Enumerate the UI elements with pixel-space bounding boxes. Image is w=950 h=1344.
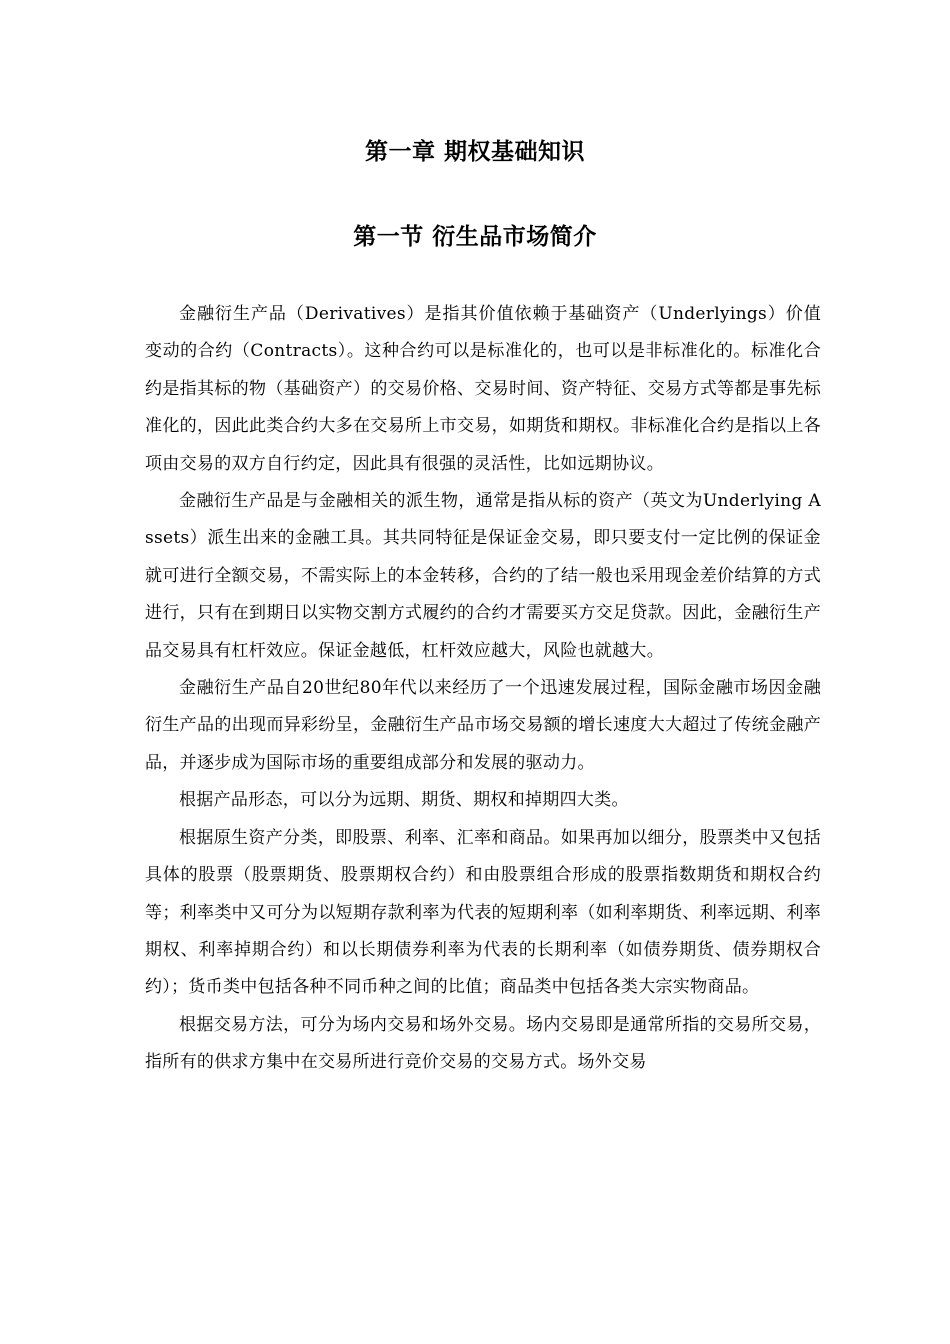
- paragraph-derivatives-definition: 金融衍生产品（Derivatives）是指其价值依赖于基础资产（Underlyings）价值变动的合约（Contracts）。这种合约可以是标准化的，也可以是非标准化的。标准化合约是指其标的物（基础资产）的交易价格、交易时间、资产特征、交易方式等都是事先标准化的，因此此类合约大多在交易所上市交易，如期货和期权。非标准化合约是指以上各项由交易的双方自行约定，因此具有很强的灵活性，比如远期协议。: [145, 304, 821, 474]
- body-text: [145, 296, 821, 1082]
- paragraph-underlying-classification: 根据原生资产分类，即股票、利率、汇率和商品。如果再加以细分，股票类中又包括具体的股票（股票期货、股票期权合约）和由股票组合形成的股票指数期货和期权合约等；利率类中又可分为以短期存款利率为代表的短期利率（如利率期货、利率远期、利率期权、利率掉期合约）和以长期债券利率为代表的长期利率（如债券期货、债券期权合约）；货币类中包括各种不同币种之间的比值；商品类中包括各类大宗实物商品。: [145, 827, 821, 998]
- paragraph-derivatives-development: 金融衍生产品自20世纪80年代以来经历了一个迅速发展过程，国际金融市场因金融衍生产品的出现而异彩纷呈，金融衍生产品市场交易额的增长速度大大超过了传统金融产品，并逐步成为国际市场的重要组成部分和发展的驱动力。: [145, 678, 821, 773]
- paragraph-product-form: 根据产品形态，可以分为远期、期货、期权和掉期四大类。: [179, 790, 629, 811]
- chapter-title: 第一章 期权基础知识: [364, 138, 585, 165]
- paragraph-trading-method: 根据交易方法，可分为场内交易和场外交易。场内交易即是通常所指的交易所交易，指所有的供求方集中在交易所进行竞价交易的交易方式。场外交易: [145, 1014, 821, 1073]
- section-title: 第一节 衍生品市场简介: [353, 223, 597, 250]
- paragraph-derivatives-features: 金融衍生产品是与金融相关的派生物，通常是指从标的资产（英文为Underlying Assets）派生出来的金融工具。其共同特征是保证金交易，即只要支付一定比例的保证金就可进行全额交易，不需实际上的本金转移，合约的了结一般也采用现金差价结算的方式进行，只有在到期日以实物交割方式履约的合约才需要买方交足贷款。因此，金融衍生产品交易具有杠杆效应。保证金越低，杠杆效应越大，风险也就越大。: [145, 491, 821, 661]
